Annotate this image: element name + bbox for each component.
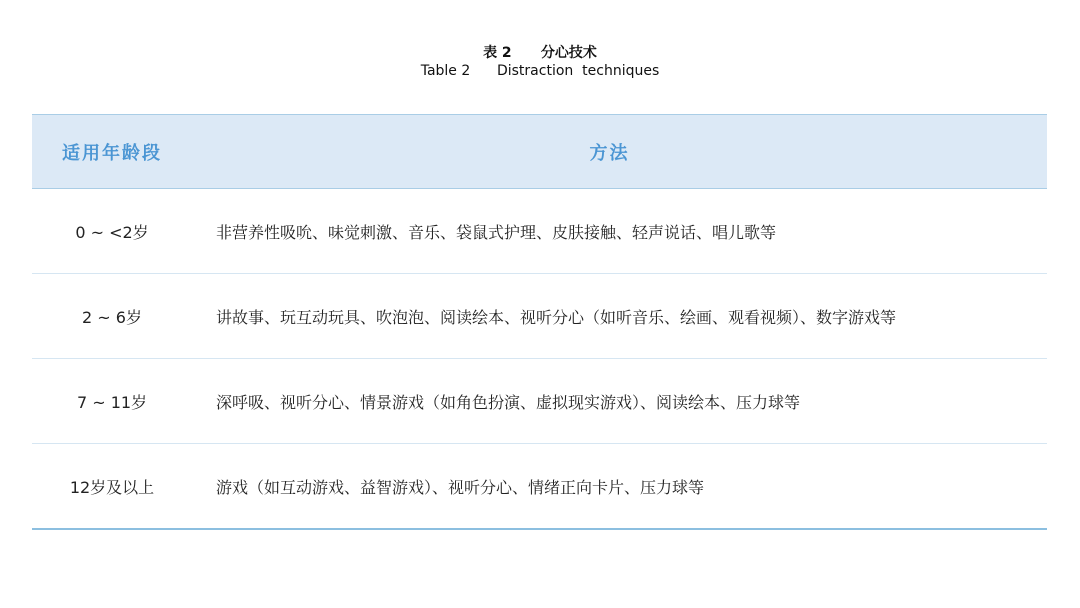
caption-english: Table 2 Distraction techniques	[420, 63, 660, 79]
table-row	[32, 274, 1047, 359]
table-row	[32, 359, 1047, 444]
table-row	[32, 444, 1047, 528]
age-cell: 0 ~ <2岁	[75, 222, 149, 242]
table-row	[32, 189, 1047, 274]
method-cell: 深呼吸、视听分心、情景游戏（如角色扮演、虚拟现实游戏）、阅读绘本、压力球等	[216, 392, 801, 412]
age-cell: 2 ~ 6岁	[82, 307, 142, 327]
caption-chinese: 表 2 分心技术	[483, 45, 597, 61]
method-cell: 游戏（如互动游戏、益智游戏）、视听分心、情绪正向卡片、压力球等	[216, 477, 705, 497]
distraction-techniques-table	[32, 114, 1047, 530]
method-cell: 讲故事、玩互动玩具、吹泡泡、阅读绘本、视听分心（如听音乐、绘画、观看视频）、数字游戏等	[216, 307, 897, 327]
age-cell: 12岁及以上	[69, 477, 155, 497]
age-cell: 7 ~ 11岁	[76, 392, 148, 412]
header-method: 方法	[589, 142, 630, 164]
table-caption	[0, 44, 1080, 80]
header-age-range: 适用年龄段	[62, 142, 162, 164]
table-header-row	[32, 115, 1047, 189]
method-cell: 非营养性吸吮、味觉刺激、音乐、袋鼠式护理、皮肤接触、轻声说话、唱儿歌等	[216, 222, 777, 242]
